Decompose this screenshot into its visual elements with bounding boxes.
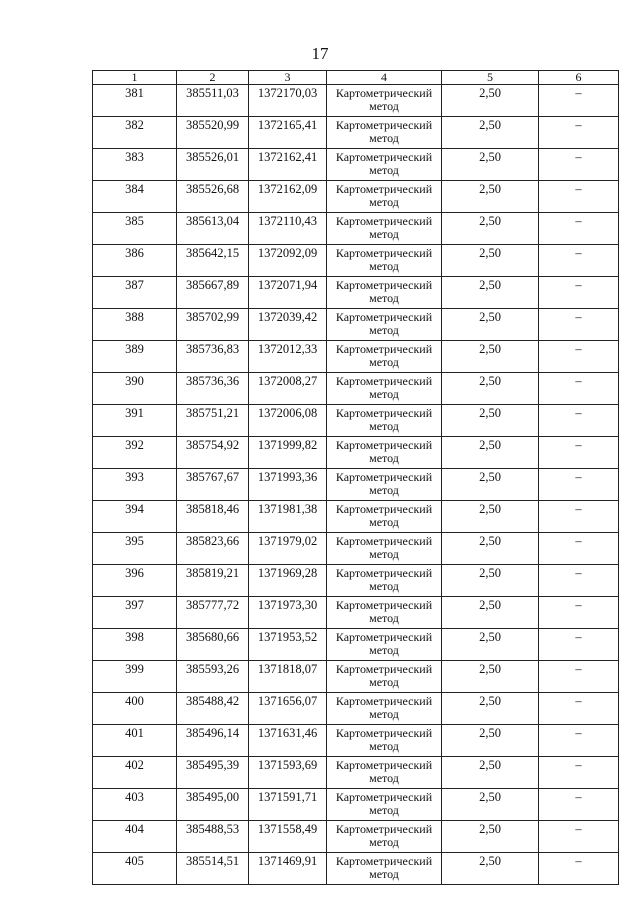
method-line-2: метод bbox=[369, 803, 399, 817]
table-row bbox=[93, 565, 619, 597]
method-line-1: Картометрический bbox=[335, 310, 433, 324]
coordinate-x: 385642,15 bbox=[177, 245, 249, 277]
coordinate-x: 385526,68 bbox=[177, 181, 249, 213]
coordinate-y: 1371999,82 bbox=[249, 437, 327, 469]
column-header-4: 4 bbox=[327, 71, 442, 85]
accuracy-value: 2,50 bbox=[442, 437, 539, 469]
column-header-5: 5 bbox=[442, 71, 539, 85]
point-number: 385 bbox=[93, 213, 177, 245]
accuracy-value: 2,50 bbox=[442, 597, 539, 629]
coordinate-y: 1371469,91 bbox=[249, 853, 327, 885]
note-value: – bbox=[539, 149, 619, 181]
coordinate-x: 385777,72 bbox=[177, 597, 249, 629]
coordinate-y: 1371981,38 bbox=[249, 501, 327, 533]
table-row bbox=[93, 341, 619, 373]
coordinate-x: 385496,14 bbox=[177, 725, 249, 757]
coordinate-y: 1372165,41 bbox=[249, 117, 327, 149]
table-row bbox=[93, 117, 619, 149]
accuracy-value: 2,50 bbox=[442, 245, 539, 277]
method-cell bbox=[327, 341, 442, 373]
method-line-1: Картометрический bbox=[335, 470, 433, 484]
method-line-1: Картометрический bbox=[335, 278, 433, 292]
page-number: 17 bbox=[311, 44, 329, 63]
point-number: 389 bbox=[93, 341, 177, 373]
method-cell bbox=[327, 245, 442, 277]
coordinate-y: 1372008,27 bbox=[249, 373, 327, 405]
method-cell bbox=[327, 853, 442, 885]
point-number: 387 bbox=[93, 277, 177, 309]
method-line-1: Картометрический bbox=[335, 374, 433, 388]
table-row bbox=[93, 245, 619, 277]
accuracy-value: 2,50 bbox=[442, 821, 539, 853]
point-number: 391 bbox=[93, 405, 177, 437]
coordinate-x: 385495,39 bbox=[177, 757, 249, 789]
coordinate-x: 385667,89 bbox=[177, 277, 249, 309]
note-value: – bbox=[539, 117, 619, 149]
point-number: 404 bbox=[93, 821, 177, 853]
accuracy-value: 2,50 bbox=[442, 469, 539, 501]
method-line-2: метод bbox=[369, 611, 399, 625]
point-number: 384 bbox=[93, 181, 177, 213]
method-line-1: Картометрический bbox=[335, 182, 433, 196]
note-value: – bbox=[539, 789, 619, 821]
table-body bbox=[93, 85, 619, 885]
table-row bbox=[93, 85, 619, 117]
column-header-1: 1 bbox=[93, 71, 177, 85]
coordinate-y: 1372092,09 bbox=[249, 245, 327, 277]
method-line-1: Картометрический bbox=[335, 630, 433, 644]
coordinate-y: 1372012,33 bbox=[249, 341, 327, 373]
method-line-2: метод bbox=[369, 515, 399, 529]
accuracy-value: 2,50 bbox=[442, 149, 539, 181]
point-number: 393 bbox=[93, 469, 177, 501]
method-cell bbox=[327, 661, 442, 693]
method-line-2: метод bbox=[369, 451, 399, 465]
coordinate-y: 1371979,02 bbox=[249, 533, 327, 565]
table-row bbox=[93, 437, 619, 469]
accuracy-value: 2,50 bbox=[442, 757, 539, 789]
coordinate-y: 1372162,41 bbox=[249, 149, 327, 181]
method-cell bbox=[327, 501, 442, 533]
note-value: – bbox=[539, 181, 619, 213]
method-line-1: Картометрический bbox=[335, 534, 433, 548]
table-row bbox=[93, 533, 619, 565]
column-header-6: 6 bbox=[539, 71, 619, 85]
method-line-2: метод bbox=[369, 867, 399, 881]
method-line-2: метод bbox=[369, 483, 399, 497]
point-number: 400 bbox=[93, 693, 177, 725]
accuracy-value: 2,50 bbox=[442, 661, 539, 693]
table-row bbox=[93, 693, 619, 725]
table-row bbox=[93, 629, 619, 661]
note-value: – bbox=[539, 693, 619, 725]
method-line-1: Картометрический bbox=[335, 758, 433, 772]
note-value: – bbox=[539, 565, 619, 597]
note-value: – bbox=[539, 341, 619, 373]
method-line-1: Картометрический bbox=[335, 150, 433, 164]
method-line-2: метод bbox=[369, 579, 399, 593]
point-number: 382 bbox=[93, 117, 177, 149]
point-number: 402 bbox=[93, 757, 177, 789]
note-value: – bbox=[539, 405, 619, 437]
coordinate-y: 1371993,36 bbox=[249, 469, 327, 501]
method-cell bbox=[327, 117, 442, 149]
coordinate-y: 1371656,07 bbox=[249, 693, 327, 725]
coordinate-y: 1371818,07 bbox=[249, 661, 327, 693]
point-number: 388 bbox=[93, 309, 177, 341]
coordinate-x: 385818,46 bbox=[177, 501, 249, 533]
method-cell bbox=[327, 629, 442, 661]
method-cell bbox=[327, 277, 442, 309]
table-row bbox=[93, 821, 619, 853]
accuracy-value: 2,50 bbox=[442, 533, 539, 565]
coordinate-x: 385511,03 bbox=[177, 85, 249, 117]
table-row bbox=[93, 277, 619, 309]
method-line-1: Картометрический bbox=[335, 86, 433, 100]
coordinate-y: 1371591,71 bbox=[249, 789, 327, 821]
point-number: 399 bbox=[93, 661, 177, 693]
coordinate-x: 385593,26 bbox=[177, 661, 249, 693]
table-row bbox=[93, 597, 619, 629]
coordinate-y: 1372071,94 bbox=[249, 277, 327, 309]
method-cell bbox=[327, 405, 442, 437]
table-row bbox=[93, 469, 619, 501]
method-line-2: метод bbox=[369, 643, 399, 657]
accuracy-value: 2,50 bbox=[442, 373, 539, 405]
coordinate-x: 385613,04 bbox=[177, 213, 249, 245]
method-cell bbox=[327, 757, 442, 789]
coordinates-table bbox=[92, 70, 619, 885]
coordinate-y: 1372110,43 bbox=[249, 213, 327, 245]
table-header bbox=[93, 71, 619, 85]
accuracy-value: 2,50 bbox=[442, 85, 539, 117]
method-line-1: Картометрический bbox=[335, 118, 433, 132]
coordinate-x: 385702,99 bbox=[177, 309, 249, 341]
method-line-2: метод bbox=[369, 675, 399, 689]
method-cell bbox=[327, 469, 442, 501]
point-number: 395 bbox=[93, 533, 177, 565]
accuracy-value: 2,50 bbox=[442, 181, 539, 213]
method-line-1: Картометрический bbox=[335, 406, 433, 420]
table-row bbox=[93, 149, 619, 181]
coordinate-x: 385819,21 bbox=[177, 565, 249, 597]
table-row bbox=[93, 373, 619, 405]
accuracy-value: 2,50 bbox=[442, 629, 539, 661]
method-line-2: метод bbox=[369, 259, 399, 273]
point-number: 396 bbox=[93, 565, 177, 597]
coordinate-x: 385767,67 bbox=[177, 469, 249, 501]
method-cell bbox=[327, 789, 442, 821]
point-number: 401 bbox=[93, 725, 177, 757]
note-value: – bbox=[539, 469, 619, 501]
accuracy-value: 2,50 bbox=[442, 341, 539, 373]
point-number: 394 bbox=[93, 501, 177, 533]
method-line-2: метод bbox=[369, 195, 399, 209]
method-line-1: Картометрический bbox=[335, 502, 433, 516]
method-cell bbox=[327, 597, 442, 629]
method-cell bbox=[327, 565, 442, 597]
method-line-2: метод bbox=[369, 739, 399, 753]
point-number: 383 bbox=[93, 149, 177, 181]
note-value: – bbox=[539, 597, 619, 629]
accuracy-value: 2,50 bbox=[442, 309, 539, 341]
coordinate-x: 385751,21 bbox=[177, 405, 249, 437]
accuracy-value: 2,50 bbox=[442, 725, 539, 757]
point-number: 386 bbox=[93, 245, 177, 277]
method-line-1: Картометрический bbox=[335, 822, 433, 836]
accuracy-value: 2,50 bbox=[442, 405, 539, 437]
table-row bbox=[93, 789, 619, 821]
method-line-2: метод bbox=[369, 771, 399, 785]
method-cell bbox=[327, 149, 442, 181]
method-cell bbox=[327, 693, 442, 725]
table-row bbox=[93, 309, 619, 341]
method-line-2: метод bbox=[369, 131, 399, 145]
coordinate-y: 1371953,52 bbox=[249, 629, 327, 661]
note-value: – bbox=[539, 373, 619, 405]
method-line-2: метод bbox=[369, 547, 399, 561]
accuracy-value: 2,50 bbox=[442, 277, 539, 309]
note-value: – bbox=[539, 213, 619, 245]
method-line-1: Картометрический bbox=[335, 726, 433, 740]
header-row bbox=[93, 71, 619, 85]
coordinate-y: 1371631,46 bbox=[249, 725, 327, 757]
coordinate-y: 1371593,69 bbox=[249, 757, 327, 789]
method-line-1: Картометрический bbox=[335, 790, 433, 804]
coordinate-x: 385680,66 bbox=[177, 629, 249, 661]
note-value: – bbox=[539, 821, 619, 853]
method-line-2: метод bbox=[369, 227, 399, 241]
note-value: – bbox=[539, 661, 619, 693]
coordinate-y: 1372162,09 bbox=[249, 181, 327, 213]
coordinate-y: 1372170,03 bbox=[249, 85, 327, 117]
accuracy-value: 2,50 bbox=[442, 117, 539, 149]
method-line-1: Картометрический bbox=[335, 694, 433, 708]
table-row bbox=[93, 213, 619, 245]
note-value: – bbox=[539, 85, 619, 117]
column-header-2: 2 bbox=[177, 71, 249, 85]
accuracy-value: 2,50 bbox=[442, 501, 539, 533]
point-number: 405 bbox=[93, 853, 177, 885]
table-row bbox=[93, 501, 619, 533]
method-line-2: метод bbox=[369, 323, 399, 337]
coordinate-x: 385520,99 bbox=[177, 117, 249, 149]
note-value: – bbox=[539, 629, 619, 661]
accuracy-value: 2,50 bbox=[442, 565, 539, 597]
coordinate-x: 385754,92 bbox=[177, 437, 249, 469]
coordinate-x: 385823,66 bbox=[177, 533, 249, 565]
note-value: – bbox=[539, 437, 619, 469]
method-line-2: метод bbox=[369, 419, 399, 433]
coordinate-y: 1372039,42 bbox=[249, 309, 327, 341]
method-line-1: Картометрический bbox=[335, 662, 433, 676]
coordinate-x: 385514,51 bbox=[177, 853, 249, 885]
note-value: – bbox=[539, 725, 619, 757]
coordinate-x: 385488,53 bbox=[177, 821, 249, 853]
table-row bbox=[93, 181, 619, 213]
table-row bbox=[93, 853, 619, 885]
method-line-1: Картометрический bbox=[335, 342, 433, 356]
point-number: 392 bbox=[93, 437, 177, 469]
table-row bbox=[93, 725, 619, 757]
method-line-1: Картометрический bbox=[335, 598, 433, 612]
method-cell bbox=[327, 821, 442, 853]
note-value: – bbox=[539, 277, 619, 309]
point-number: 398 bbox=[93, 629, 177, 661]
method-cell bbox=[327, 85, 442, 117]
column-header-3: 3 bbox=[249, 71, 327, 85]
accuracy-value: 2,50 bbox=[442, 789, 539, 821]
coordinate-y: 1372006,08 bbox=[249, 405, 327, 437]
method-line-1: Картометрический bbox=[335, 438, 433, 452]
point-number: 397 bbox=[93, 597, 177, 629]
method-cell bbox=[327, 373, 442, 405]
method-line-2: метод bbox=[369, 835, 399, 849]
method-line-2: метод bbox=[369, 99, 399, 113]
coordinate-x: 385736,83 bbox=[177, 341, 249, 373]
method-cell bbox=[327, 213, 442, 245]
accuracy-value: 2,50 bbox=[442, 853, 539, 885]
method-cell bbox=[327, 533, 442, 565]
point-number: 381 bbox=[93, 85, 177, 117]
table-row bbox=[93, 661, 619, 693]
method-line-1: Картометрический bbox=[335, 214, 433, 228]
coordinate-y: 1371973,30 bbox=[249, 597, 327, 629]
method-line-1: Картометрический bbox=[335, 854, 433, 868]
table-row bbox=[93, 757, 619, 789]
coordinate-x: 385495,00 bbox=[177, 789, 249, 821]
method-cell bbox=[327, 309, 442, 341]
point-number: 403 bbox=[93, 789, 177, 821]
method-line-2: метод bbox=[369, 707, 399, 721]
method-line-1: Картометрический bbox=[335, 566, 433, 580]
method-line-2: метод bbox=[369, 355, 399, 369]
note-value: – bbox=[539, 309, 619, 341]
table-row bbox=[93, 405, 619, 437]
method-line-1: Картометрический bbox=[335, 246, 433, 260]
coordinate-x: 385526,01 bbox=[177, 149, 249, 181]
coordinate-x: 385488,42 bbox=[177, 693, 249, 725]
method-line-2: метод bbox=[369, 387, 399, 401]
accuracy-value: 2,50 bbox=[442, 213, 539, 245]
method-cell bbox=[327, 725, 442, 757]
method-line-2: метод bbox=[369, 291, 399, 305]
coordinate-y: 1371969,28 bbox=[249, 565, 327, 597]
accuracy-value: 2,50 bbox=[442, 693, 539, 725]
method-line-2: метод bbox=[369, 163, 399, 177]
method-cell bbox=[327, 181, 442, 213]
method-cell bbox=[327, 437, 442, 469]
coordinate-x: 385736,36 bbox=[177, 373, 249, 405]
note-value: – bbox=[539, 533, 619, 565]
note-value: – bbox=[539, 501, 619, 533]
note-value: – bbox=[539, 853, 619, 885]
point-number: 390 bbox=[93, 373, 177, 405]
coordinate-y: 1371558,49 bbox=[249, 821, 327, 853]
note-value: – bbox=[539, 757, 619, 789]
note-value: – bbox=[539, 245, 619, 277]
